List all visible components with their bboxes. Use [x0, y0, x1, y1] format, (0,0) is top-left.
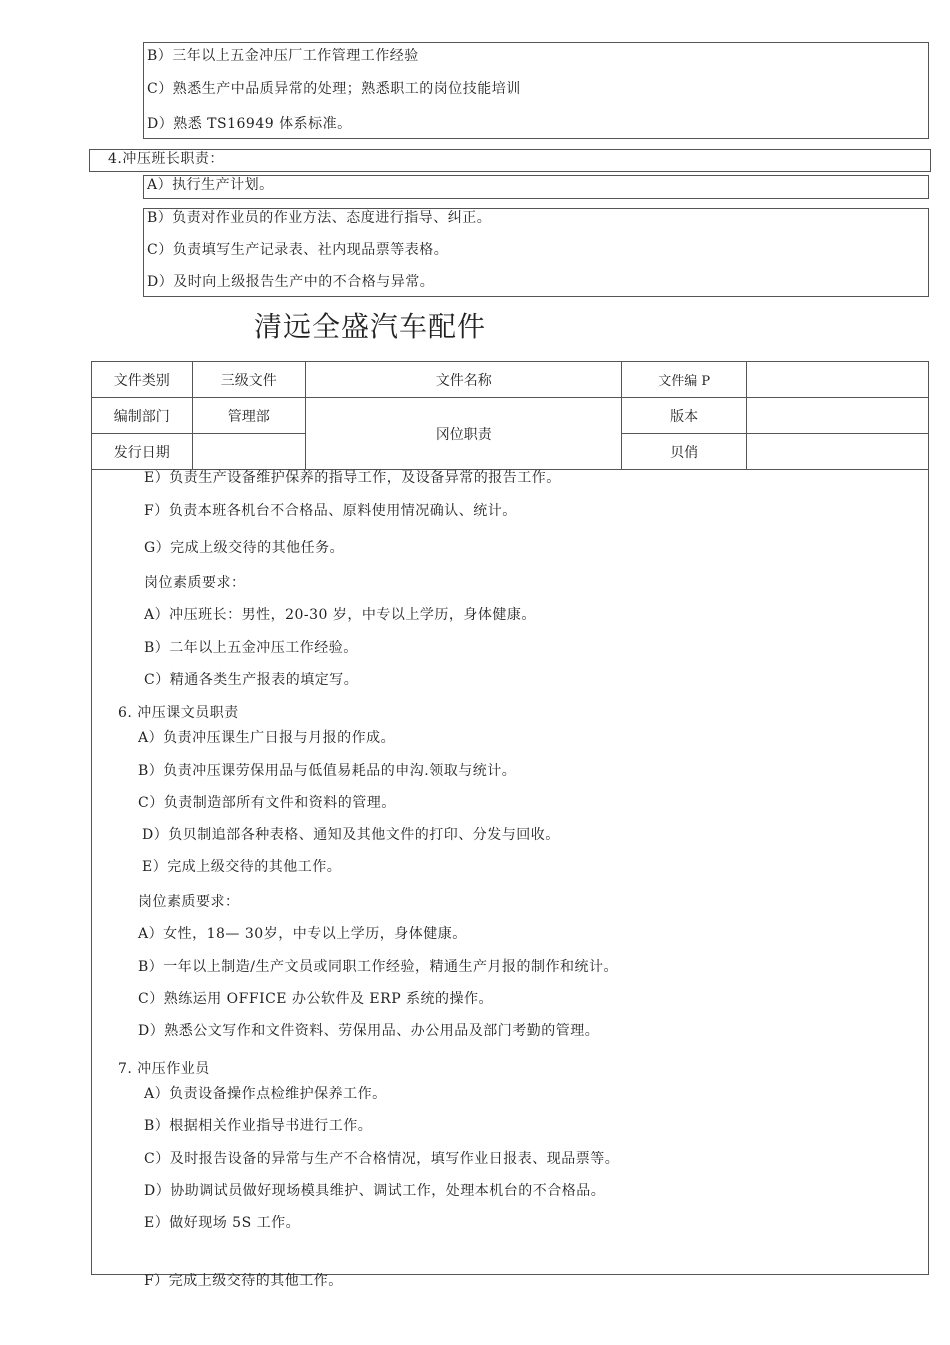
section7-item-d: D）协助调试员做好现场模具维护、调试工作，处理本机台的不合格品。	[144, 1183, 606, 1199]
section6-req-a: A）女性，18— 30岁，中专以上学历，身体健康。	[138, 926, 467, 942]
top-req-b: B）三年以上五金冲压厂工作管理工作经验	[147, 48, 419, 64]
company-title: 清远全盛汽车配件	[254, 310, 487, 343]
section6-item-d: D）负贝制追部各种表格、通知及其他文件的打印、分发与回收。	[142, 827, 560, 843]
section7-heading: 7. 冲压作业员	[118, 1061, 210, 1077]
section7-item-c: C）及时报告设备的异常与生产不合格情况，填写作业日报表、现品票等。	[144, 1151, 620, 1167]
section4-req-b: B）二年以上五金冲压工作经验。	[144, 640, 358, 656]
section7-item-e: E）做好现场 5S 工作。	[144, 1215, 301, 1231]
section7-item-a: A）负责设备操作点检维护保养工作。	[144, 1086, 387, 1102]
doc-category-label: 文件类别	[92, 362, 193, 398]
version-label: 版本	[622, 398, 746, 434]
doc-name-value: 冈位职责	[306, 398, 622, 470]
section4-item-c: C）负责填写生产记录表、社内现品票等表格。	[147, 242, 449, 258]
doc-number-value	[746, 362, 928, 398]
section7-item-f: F）完成上级交待的其他工作。	[144, 1273, 343, 1289]
section6-req-b: B）一年以上制造/生产文员或同职工作经验，精通生产月报的制作和统计。	[138, 959, 619, 975]
section7-item-b: B）根据相关作业指导书进行工作。	[144, 1118, 373, 1134]
section4-req-c: C）精通各类生产报表的填定写。	[144, 672, 359, 688]
section6-req-heading: 岗位素质要求：	[138, 894, 240, 910]
top-req-d: D）熟悉 TS16949 体系标准。	[147, 116, 352, 132]
section6-item-c: C）负责制造部所有文件和资料的管理。	[138, 795, 396, 811]
section6-item-a: A）负责冲压课生广日报与月报的作成。	[138, 730, 396, 746]
section6-req-c: C）熟练运用 OFFICE 办公软件及 ERP 系统的操作。	[138, 991, 494, 1007]
section4-item-g: G）完成上级交待的其他任务。	[144, 540, 345, 556]
top-req-c: C）熟悉生产中品质异常的处理；熟悉职工的岗位技能培训	[147, 81, 521, 97]
section4-item-e: E）负责生产设备维护保养的指导工作，及设备异常的报告工作。	[144, 470, 561, 486]
section4-heading: 4.冲压班长职责：	[108, 151, 224, 167]
section6-item-e: E）完成上级交待的其他工作。	[142, 859, 342, 875]
section6-req-d: D）熟悉公文写作和文件资料、劳保用品、办公用品及部门考勤的管理。	[138, 1023, 600, 1039]
section4-item-a: A）执行生产计划。	[147, 177, 274, 193]
doc-category-value: 三级文件	[192, 362, 305, 398]
section4-req-a: A）冲压班长：男性，20-30 岁，中专以上学历，身体健康。	[144, 607, 536, 623]
dept-value: 管理部	[192, 398, 305, 434]
version-value	[746, 398, 928, 434]
page-label: 贝俏	[622, 434, 746, 470]
issue-date-label: 发行日期	[92, 434, 193, 470]
section4-item-b: B）负责对作业员的作业方法、态度进行指导、纠正。	[147, 210, 492, 226]
issue-date-value	[192, 434, 305, 470]
section4-item-d: D）及时向上级报告生产中的不合格与异常。	[147, 274, 435, 290]
doc-number-label: 文件编 P	[622, 362, 746, 398]
document-header-table	[91, 361, 929, 470]
doc-name-label: 文件名称	[306, 362, 622, 398]
section6-item-b: B）负责冲压课劳保用品与低值易耗品的申沟.领取与统计。	[138, 763, 517, 779]
section4-item-f: F）负责本班各机台不合格品、原料使用情况确认、统计。	[144, 503, 517, 519]
section6-heading: 6. 冲压课文员职责	[118, 705, 239, 721]
section4-req-heading: 岗位素质要求：	[144, 575, 246, 591]
page-value	[746, 434, 928, 470]
dept-label: 编制部门	[92, 398, 193, 434]
